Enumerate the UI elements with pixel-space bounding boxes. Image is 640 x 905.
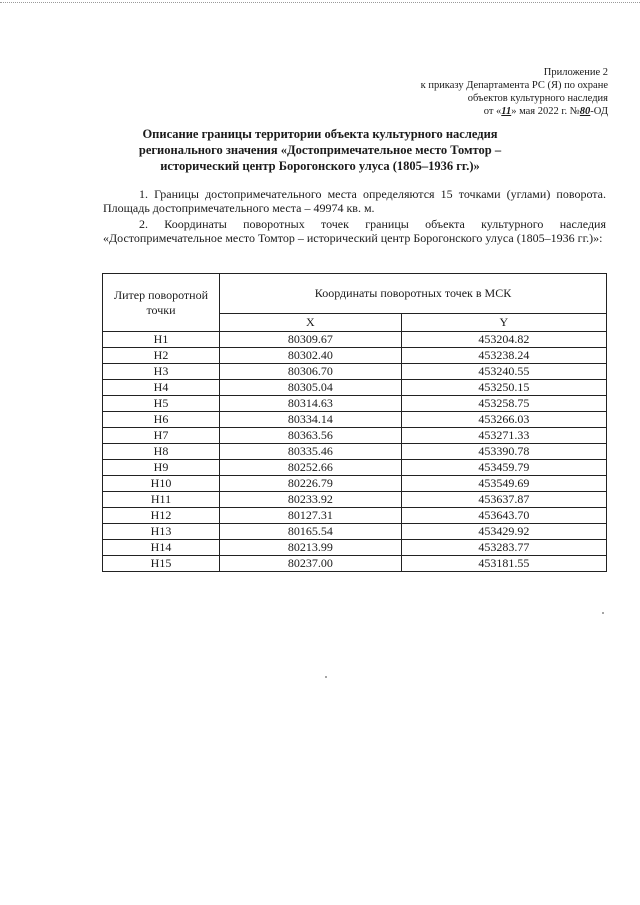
table-row bbox=[103, 444, 607, 460]
point-cell: Н4 bbox=[103, 380, 220, 396]
x-cell: 80305.04 bbox=[220, 380, 402, 396]
table-row bbox=[103, 348, 607, 364]
appendix-number: Приложение 2 bbox=[543, 67, 608, 78]
point-cell: Н6 bbox=[103, 412, 220, 428]
x-cell: 80233.92 bbox=[220, 492, 402, 508]
y-cell: 453643.70 bbox=[401, 508, 606, 524]
paragraph-2: 2. Координаты поворотных точек границы объекта культурного наследия «Достопримечательное место Томтор – исторический центр Борогонского улуса (1805–1936 гг.)»: bbox=[103, 217, 606, 245]
point-cell: Н1 bbox=[103, 332, 220, 348]
y-cell: 453266.03 bbox=[401, 412, 606, 428]
coordinates-table bbox=[102, 273, 607, 572]
table-row bbox=[103, 428, 607, 444]
header-point-letter: Литер поворотной точки bbox=[103, 274, 220, 332]
table-row bbox=[103, 396, 607, 412]
scan-edge-line bbox=[0, 2, 640, 3]
appendix-header bbox=[421, 66, 608, 118]
y-cell: 453637.87 bbox=[401, 492, 606, 508]
document-title: Описание границы территории объекта культурного наследия регионального значения «Достопримечательное место Томтор – исторический центр Борогонского улуса (1805–1936 гг.)» bbox=[138, 127, 502, 173]
x-cell: 80226.79 bbox=[220, 476, 402, 492]
point-cell: Н8 bbox=[103, 444, 220, 460]
x-cell: 80213.99 bbox=[220, 540, 402, 556]
table-row bbox=[103, 476, 607, 492]
x-cell: 80334.14 bbox=[220, 412, 402, 428]
table-row bbox=[103, 364, 607, 380]
x-cell: 80127.31 bbox=[220, 508, 402, 524]
y-cell: 453283.77 bbox=[401, 540, 606, 556]
table-row bbox=[103, 412, 607, 428]
x-cell: 80314.63 bbox=[220, 396, 402, 412]
point-cell: Н7 bbox=[103, 428, 220, 444]
header-y: Y bbox=[401, 313, 606, 331]
table-row bbox=[103, 332, 607, 348]
y-cell: 453181.55 bbox=[401, 556, 606, 572]
scan-speck bbox=[325, 676, 327, 678]
paragraph-1: 1. Границы достопримечательного места определяются 15 точками (углами) поворота. Площадь достопримечательного места – 49974 кв. м. bbox=[103, 187, 606, 215]
point-cell: Н13 bbox=[103, 524, 220, 540]
table-row bbox=[103, 556, 607, 572]
point-cell: Н10 bbox=[103, 476, 220, 492]
y-cell: 453549.69 bbox=[401, 476, 606, 492]
point-cell: Н5 bbox=[103, 396, 220, 412]
x-cell: 80165.54 bbox=[220, 524, 402, 540]
x-cell: 80335.46 bbox=[220, 444, 402, 460]
x-cell: 80302.40 bbox=[220, 348, 402, 364]
point-cell: Н2 bbox=[103, 348, 220, 364]
point-cell: Н12 bbox=[103, 508, 220, 524]
y-cell: 453271.33 bbox=[401, 428, 606, 444]
y-cell: 453258.75 bbox=[401, 396, 606, 412]
point-cell: Н15 bbox=[103, 556, 220, 572]
point-cell: Н9 bbox=[103, 460, 220, 476]
x-cell: 80306.70 bbox=[220, 364, 402, 380]
x-cell: 80309.67 bbox=[220, 332, 402, 348]
x-cell: 80252.66 bbox=[220, 460, 402, 476]
header-coordinates: Координаты поворотных точек в МСК bbox=[220, 274, 607, 314]
order-date-number: от «11» мая 2022 г. №80-ОД bbox=[483, 106, 608, 117]
y-cell: 453204.82 bbox=[401, 332, 606, 348]
appendix-order-line-2: объектов культурного наследия bbox=[467, 93, 608, 104]
appendix-order-line: к приказу Департамента РС (Я) по охране bbox=[420, 80, 608, 91]
table-row bbox=[103, 380, 607, 396]
table-row bbox=[103, 460, 607, 476]
y-cell: 453390.78 bbox=[401, 444, 606, 460]
handwritten-number: 80 bbox=[579, 106, 591, 117]
y-cell: 453240.55 bbox=[401, 364, 606, 380]
handwritten-day: 11 bbox=[501, 106, 512, 117]
scan-speck bbox=[602, 612, 604, 614]
point-cell: Н14 bbox=[103, 540, 220, 556]
point-cell: Н3 bbox=[103, 364, 220, 380]
header-x: X bbox=[220, 313, 402, 331]
point-cell: Н11 bbox=[103, 492, 220, 508]
x-cell: 80363.56 bbox=[220, 428, 402, 444]
table-row bbox=[103, 492, 607, 508]
table-row bbox=[103, 524, 607, 540]
y-cell: 453429.92 bbox=[401, 524, 606, 540]
table-row bbox=[103, 540, 607, 556]
table-row bbox=[103, 508, 607, 524]
x-cell: 80237.00 bbox=[220, 556, 402, 572]
y-cell: 453250.15 bbox=[401, 380, 606, 396]
y-cell: 453459.79 bbox=[401, 460, 606, 476]
y-cell: 453238.24 bbox=[401, 348, 606, 364]
